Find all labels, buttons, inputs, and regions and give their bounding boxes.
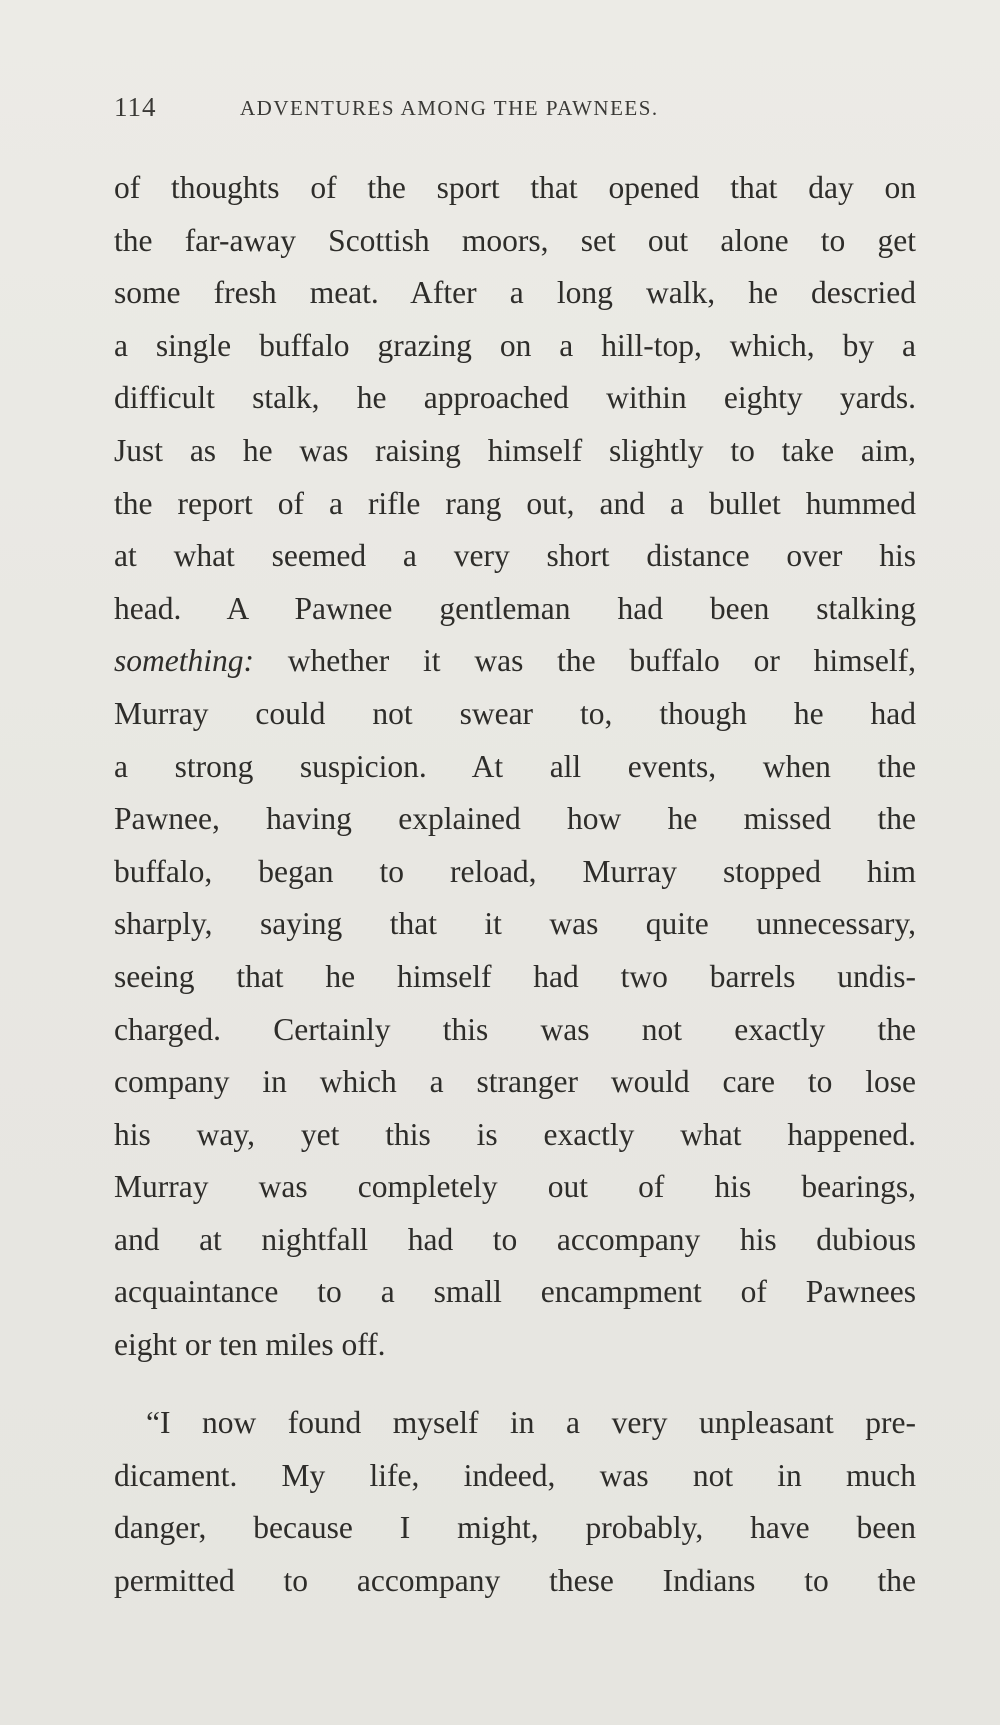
text-line: at what seemed a very short distance over his	[114, 538, 916, 574]
text-line: Pawnee, having explained how he missed the	[114, 801, 916, 837]
italic-word: something:	[114, 643, 254, 679]
text-line: dicament. My life, indeed, was not in much	[114, 1457, 916, 1493]
text-line: and at nightfall had to accompany his dubious	[114, 1221, 916, 1257]
paragraph-1	[114, 162, 916, 1372]
page-number: 114	[114, 92, 157, 122]
text-line: some fresh meat. After a long walk, he descried	[114, 275, 916, 311]
text-line: “I now found myself in a very unpleasant pre-	[146, 1405, 916, 1440]
text-line: the report of a rifle rang out, and a bullet hummed	[114, 485, 916, 521]
paragraph-2	[114, 1397, 916, 1607]
text-line: his way, yet this is exactly what happened.	[114, 1116, 916, 1152]
text-line: eight or ten miles off.	[114, 1327, 386, 1363]
text-line: difficult stalk, he approached within eighty yards.	[114, 380, 916, 416]
running-head	[114, 92, 914, 132]
running-title: ADVENTURES AMONG THE PAWNEES.	[240, 96, 659, 120]
text-line: seeing that he himself had two barrels undis-	[114, 958, 916, 994]
text-line	[114, 635, 916, 688]
text-line: a single buffalo grazing on a hill-top, which, by a	[114, 327, 916, 363]
text-line: danger, because I might, probably, have been	[114, 1510, 916, 1546]
text-line: of thoughts of the sport that opened that day on	[114, 170, 916, 205]
line-remainder: whether it was the buffalo or himself,	[253, 643, 916, 679]
text-line: the far-away Scottish moors, set out alone to get	[114, 222, 916, 258]
text-line: sharply, saying that it was quite unnecessary,	[114, 906, 916, 942]
text-line: Murray could not swear to, though he had	[114, 695, 916, 731]
text-line: charged. Certainly this was not exactly the	[114, 1011, 916, 1047]
text-line: acquaintance to a small encampment of Pawnees	[114, 1274, 916, 1310]
text-line: Just as he was raising himself slightly to take aim,	[114, 432, 916, 468]
text-line: company in which a stranger would care to lose	[114, 1064, 916, 1100]
text-line: a strong suspicion. At all events, when the	[114, 748, 916, 784]
text-line: Murray was completely out of his bearings,	[114, 1169, 916, 1205]
text-line: permitted to accompany these Indians to the	[114, 1562, 916, 1598]
text-line: head. A Pawnee gentleman had been stalking	[114, 590, 916, 626]
text-line: buffalo, began to reload, Murray stopped him	[114, 853, 916, 889]
